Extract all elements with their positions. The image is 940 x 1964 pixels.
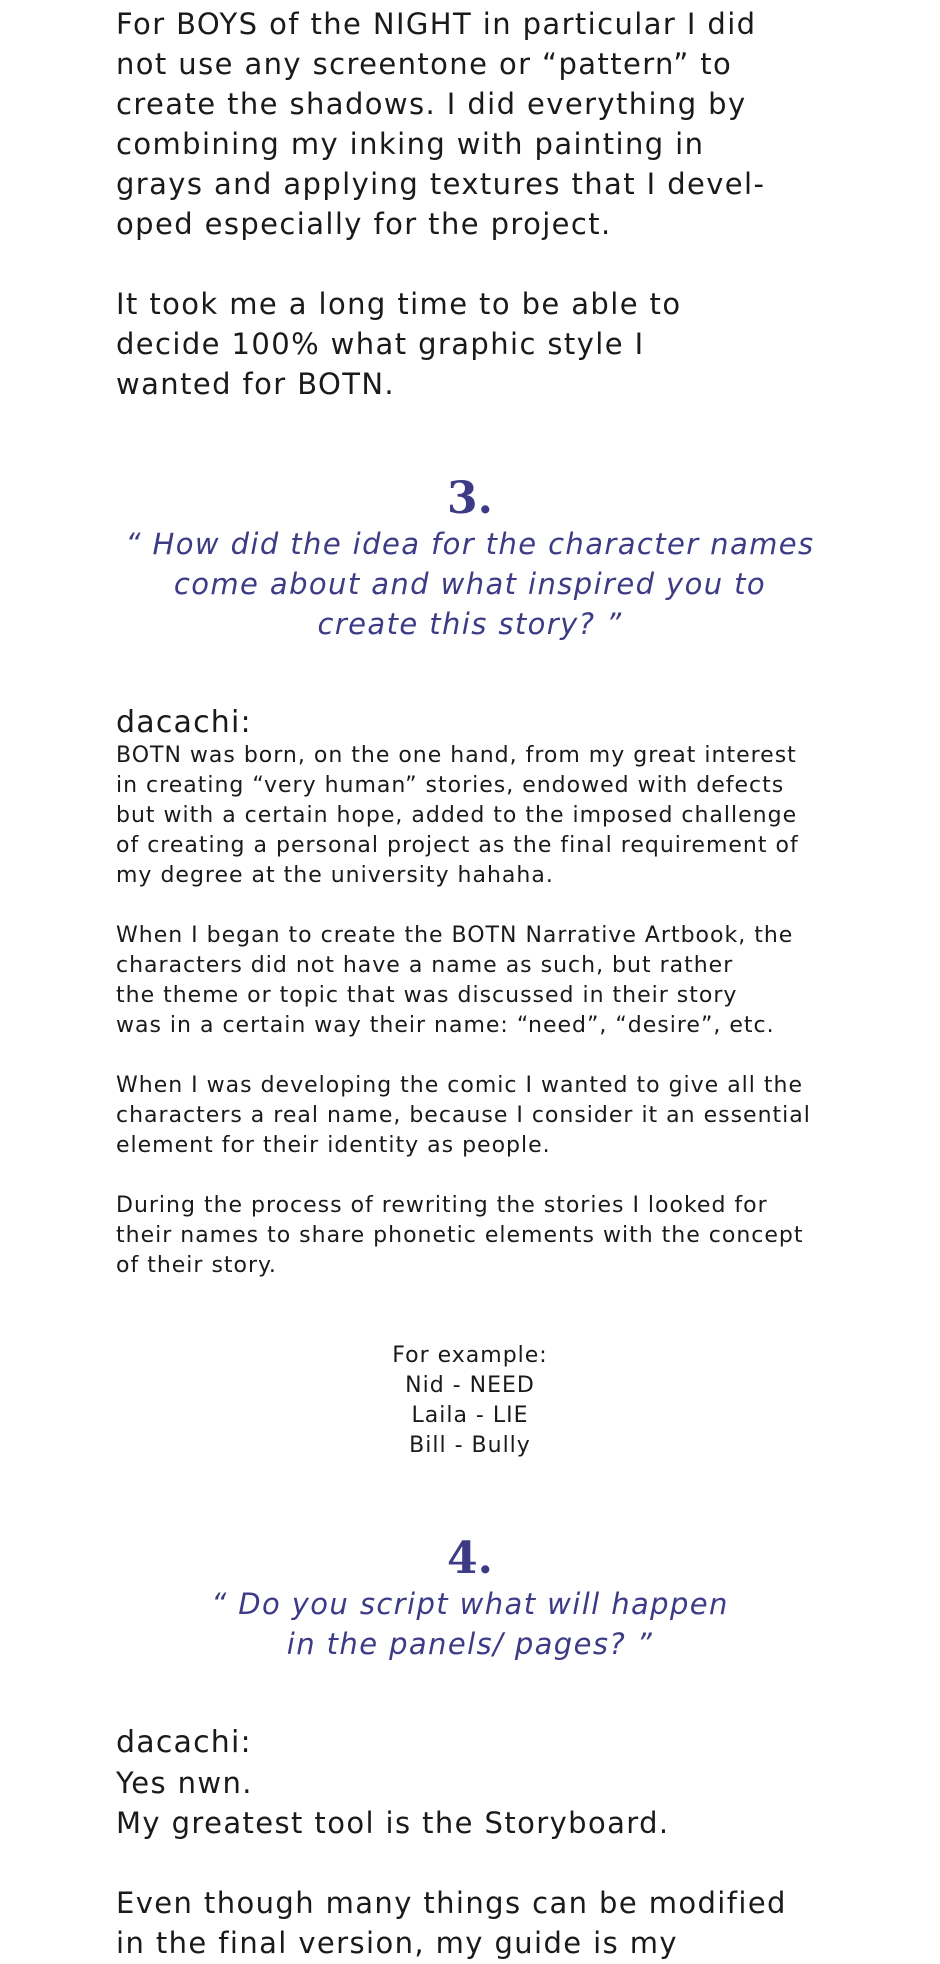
question-3-text: “ How did the idea for the character names come about and what inspired you to create this story? ” bbox=[125, 527, 815, 641]
answer-3-paragraph-1: BOTN was born, on the one hand, from my great interest in creating “very human” stories, endowed with defects but with a certain hope, added to the imposed challenge of creating a personal project as the final requirement of my degree at the university hahaha. bbox=[116, 743, 799, 888]
name-examples bbox=[0, 1341, 940, 1461]
question-4-text: “ Do you script what will happen in the panels/ pages? ” bbox=[211, 1587, 729, 1661]
example-item: Bill - Bully bbox=[409, 1433, 531, 1458]
example-item: Laila - LIE bbox=[411, 1403, 529, 1428]
answer-4-speaker: dacachi: bbox=[116, 1725, 252, 1760]
answer-3-paragraph-2: When I began to create the BOTN Narrative Artbook, the characters did not have a name as such, but rather the theme or topic that was discussed in their story was in a certain way their name: “need”, “desire”, etc. bbox=[116, 923, 794, 1038]
examples-heading: For example: bbox=[392, 1343, 548, 1368]
question-4-number: 4. bbox=[447, 1533, 493, 1584]
example-item: Nid - NEED bbox=[405, 1373, 535, 1398]
answer-3-paragraph-3: When I was developing the comic I wanted to give all the characters a real name, because I consider it an essential element for their identity as people. bbox=[116, 1073, 811, 1158]
question-3-number: 3. bbox=[447, 473, 493, 524]
answer-3-speaker: dacachi: bbox=[116, 705, 252, 740]
intro-paragraph-1: For BOYS of the NIGHT in particular I did not use any screentone or “pattern” to create the shadows. I did everything by combining my inking with painting in grays and applying textures that I devel- oped especially for the project. bbox=[116, 7, 766, 241]
answer-4-paragraph-1: Yes nwn. My greatest tool is the Storyboard. bbox=[116, 1766, 670, 1840]
intro-paragraph-2: It took me a long time to be able to decide 100% what graphic style I wanted for BOTN. bbox=[116, 287, 682, 401]
answer-4-paragraph-2: Even though many things can be modified in the final version, my guide is my bbox=[116, 1886, 787, 1960]
answer-3-paragraph-4: During the process of rewriting the stories I looked for their names to share phonetic elements with the concept of their story. bbox=[116, 1193, 804, 1278]
